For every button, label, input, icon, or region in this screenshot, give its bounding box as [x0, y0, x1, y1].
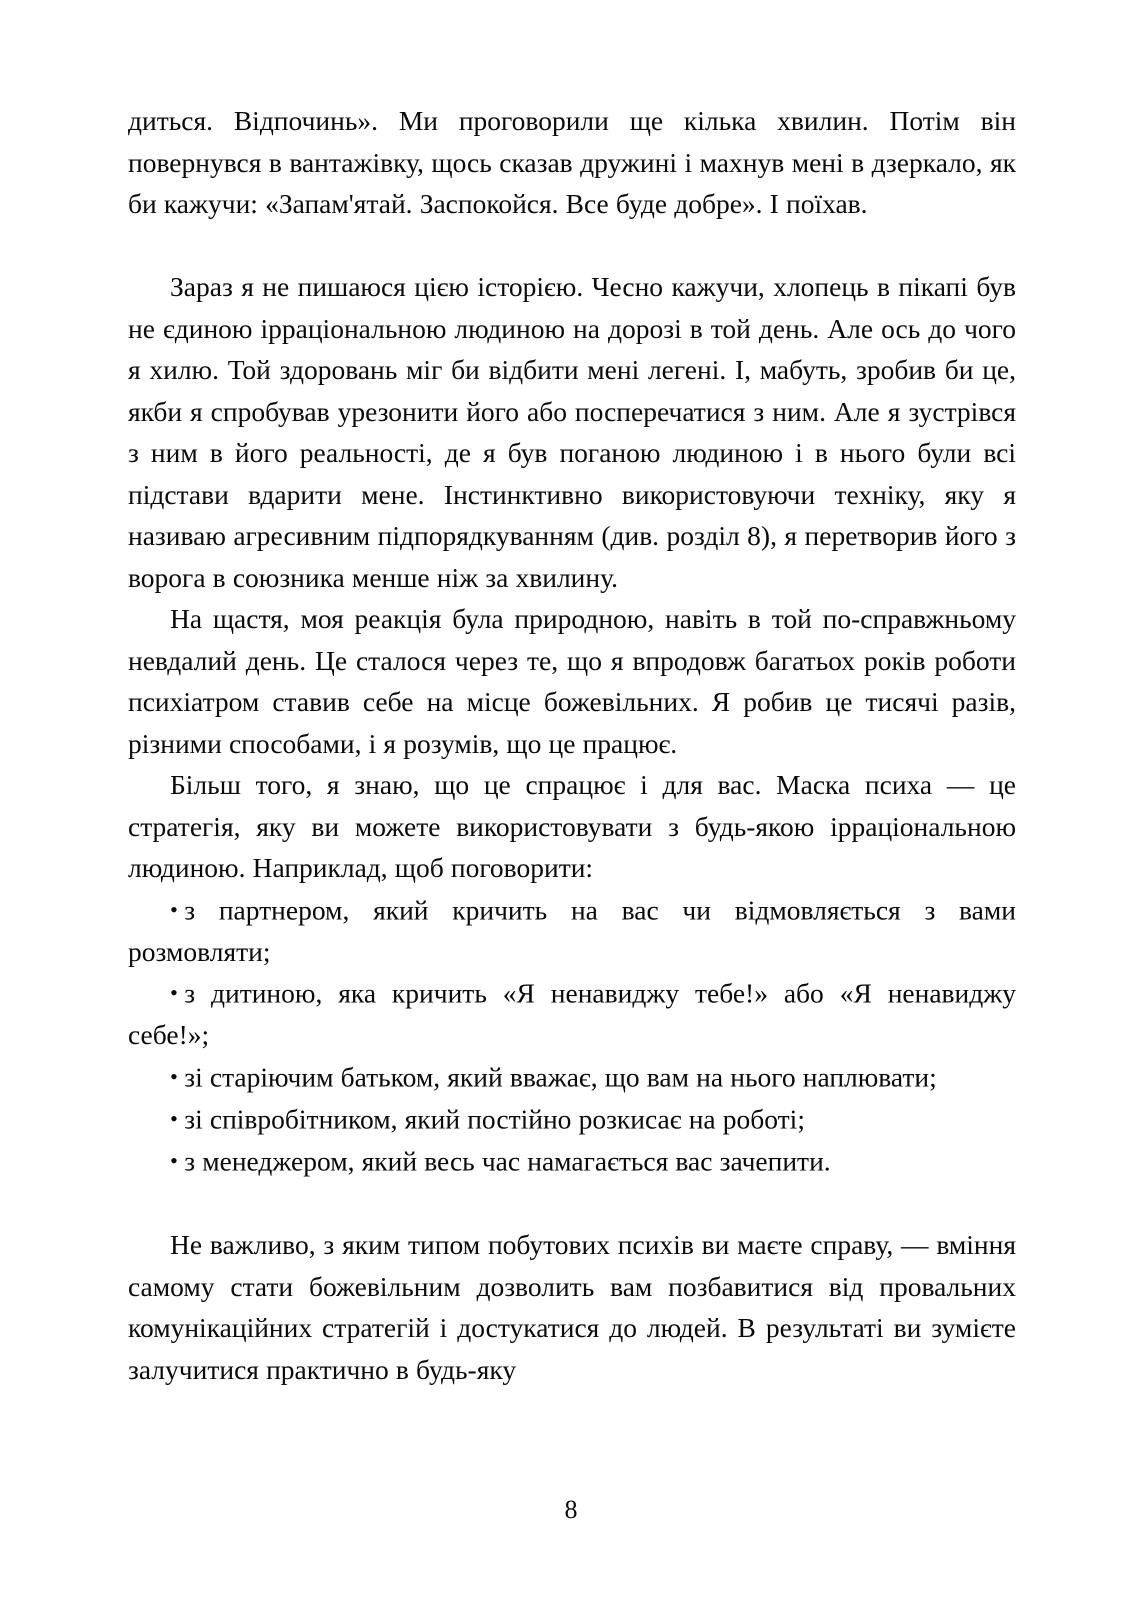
- list-item: [128, 1098, 1016, 1140]
- list-item: [128, 889, 1016, 973]
- page-text-column: [128, 100, 1016, 1390]
- examples-bullet-list: [128, 889, 1016, 1183]
- bullet-icon: •: [170, 980, 178, 1006]
- paragraph-mask-strategy: Більш того, я знаю, що це спрацює і для вас. Маска психа — це стратегія, яку ви можете використовувати з будь-якою ірраціональною людиною. Наприклад, щоб поговорити:: [128, 769, 1016, 883]
- bullet-icon: •: [170, 1063, 178, 1089]
- list-item-text: з менеджером, який весь час намагається вас зачепити.: [184, 1146, 831, 1178]
- paragraph-continued: диться. Відпочинь». Ми проговорили ще кілька хвилин. Потім він повернувся в вантажівку, щось сказав дружині і махнув мені в дзеркало, як би кажучи: «Запам'ятай. Заспокойся. Все буде добре». І поїхав.: [128, 105, 1016, 219]
- list-item: [128, 1056, 1016, 1098]
- list-item-text: з дитиною, яка кричить «Я ненавиджу тебе!» або «Я ненавиджу себе!»;: [128, 977, 1016, 1051]
- list-item-text: зі співробітником, який постійно розкисає на роботі;: [184, 1103, 805, 1135]
- list-item: [128, 1140, 1016, 1182]
- paragraph-gap: [128, 225, 1016, 267]
- bullet-icon: •: [170, 896, 178, 922]
- bullet-icon: •: [170, 1106, 178, 1132]
- list-item-text: з партнером, який кричить на вас чи відмовляється з вами розмовляти;: [128, 894, 1016, 967]
- paragraph-gap: [128, 1183, 1016, 1225]
- paragraph-natural-reaction: На щастя, моя реакція була природною, навіть в той по-справжньому невдалий день. Це сталося через те, що я впродовж багатьох років роботи психіатром ставив себе на місце божевільних. Я робив це тисячі разів, різними способами, і я розумів, що це працює.: [128, 603, 1016, 759]
- list-item-text: зі старіючим батьком, який вважає, що вам на нього наплювати;: [184, 1061, 937, 1093]
- paragraph-pride-story: Зараз я не пишаюся цією історією. Чесно кажучи, хлопець в пікапі був не єдиною ірраціональною людиною на дорозі в той день. Але ось до чого я хилю. Той здоровань міг би відбити мені легені. І, мабуть, зробив би це, якби я спробував урезонити його або посперечатися з ним. Але я зустрівся з ним в його реальності, де я був поганою людиною і в нього були всі підстави вдарити мене. Інстинктивно використовуючи техніку, яку я називаю агресивним підпорядкуванням (див. розділ 8), я перетворив його з ворога в союзника менше ніж за хвилину.: [128, 271, 1016, 593]
- bullet-icon: •: [170, 1148, 178, 1174]
- paragraph-closing: Не важливо, з яким типом побутових психів ви маєте справу, — вміння самому стати божевільним дозволить вам позбавитися від провальних комунікаційних стратегій і достукатися до людей. В результаті ви зумієте залучитися практично в будь-яку: [128, 1229, 1016, 1385]
- list-item: [128, 972, 1016, 1056]
- page-number: 8: [564, 1495, 578, 1524]
